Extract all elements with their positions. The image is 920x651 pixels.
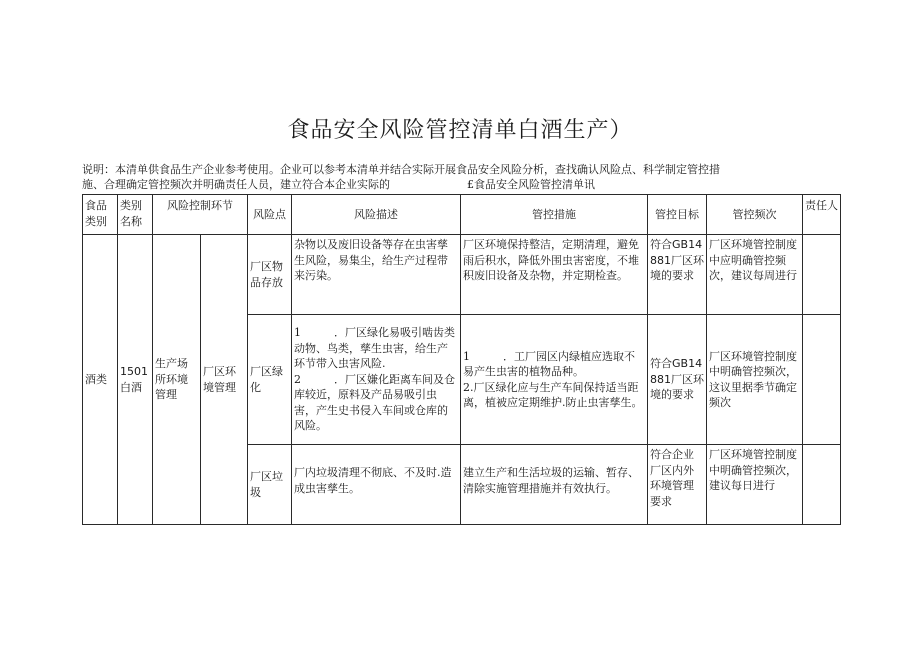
header-subcategory: 类别名称 — [118, 195, 153, 235]
cell-target: 符合GB14881厂区环境的要求 — [648, 235, 707, 315]
table-row — [83, 235, 841, 315]
page-title: 食品安全风险管控清单白酒生产） — [287, 118, 633, 143]
header-point: 风险点 — [248, 195, 292, 235]
subcategory-name: 白酒 — [120, 380, 142, 394]
subcategory-code: 1501 — [120, 365, 148, 378]
cell-frequency: 厂区环境管控制度中明确管控频次，这议里据季节确定频次 — [707, 315, 803, 445]
table-header-row — [83, 195, 841, 235]
cell-measure: 建立生产和生活垃圾的运输、暂存、清除实施管理措施并有效执行。 — [461, 445, 648, 525]
cell-frequency: 厂区环境管控制度中明确管控频次，建议每日进行 — [707, 445, 803, 525]
cell-point: 厂区绿化 — [248, 315, 292, 445]
header-frequency: 管控频次 — [707, 195, 803, 235]
risk-control-table — [82, 194, 841, 525]
note-line-2: 施、合理确定管控频次并明确责任人员，建立符合本企业实际的 £食品安全风险管控清单讯 — [82, 178, 595, 191]
cell-responsible — [803, 235, 841, 315]
cell-description — [292, 315, 461, 445]
cell-description: 厂内垃圾清理不彻底、不及时.造成虫害孳生。 — [292, 445, 461, 525]
cell-description: 杂物以及废旧设备等存在虫害孳生风险，易集尘，给生产过程带来污染。 — [292, 235, 461, 315]
header-responsible: 责任人 — [803, 195, 841, 235]
cell-point: 厂区物品存放 — [248, 235, 292, 315]
cell-category: 酒类 — [83, 235, 118, 525]
measure-item: 1 ．工厂园区内绿植应选取不易产生虫害的植物品种。 — [463, 349, 635, 378]
description-item: 2 ．厂区嫌化距离车间及仓库较近，原料及产品易吸引虫害，产生史书侵入车间或仓库的风险。 — [294, 372, 455, 433]
cell-target: 符合企业厂区内外环境管理要求 — [648, 445, 707, 525]
cell-stage-main: 生产场所环境管理 — [153, 235, 201, 525]
cell-point: 厂区垃圾 — [248, 445, 292, 525]
header-description: 风险描述 — [292, 195, 461, 235]
cell-frequency: 厂区环境管控制度中应明确管控频次，建议每周进行 — [707, 235, 803, 315]
note-line-1: 说明：本清单供食品生产企业参考使用。企业可以参考本清单并结合实际开展食品安全风险分析，查找确认风险点、科学制定管控措 — [82, 163, 720, 176]
cell-measure — [461, 315, 648, 445]
header-target: 管控目标 — [648, 195, 707, 235]
header-stage: 风险控制环节 — [153, 195, 248, 235]
description-item: 1 ．厂区绿化易吸引啮齿类动物、鸟类，孳生虫害，给生产环节带入虫害风险. — [294, 326, 455, 371]
cell-subcategory — [118, 235, 153, 525]
cell-responsible — [803, 445, 841, 525]
measure-item: 2.厂区绿化应与生产车间保持适当距离，植被应定期维护.防止虫害孳生。 — [463, 380, 643, 409]
header-category: 食品类别 — [83, 195, 118, 235]
cell-stage-sub: 厂区环境管理 — [201, 235, 248, 525]
instruction-note — [82, 162, 802, 192]
cell-target: 符合GB14881厂区环境的要求 — [648, 315, 707, 445]
cell-measure: 厂区环境保持整洁，定期清理，避免雨后积水，降低外围虫害密度，不堆积废旧设备及杂物，并定期检查。 — [461, 235, 648, 315]
cell-responsible — [803, 315, 841, 445]
header-measure: 管控措施 — [461, 195, 648, 235]
